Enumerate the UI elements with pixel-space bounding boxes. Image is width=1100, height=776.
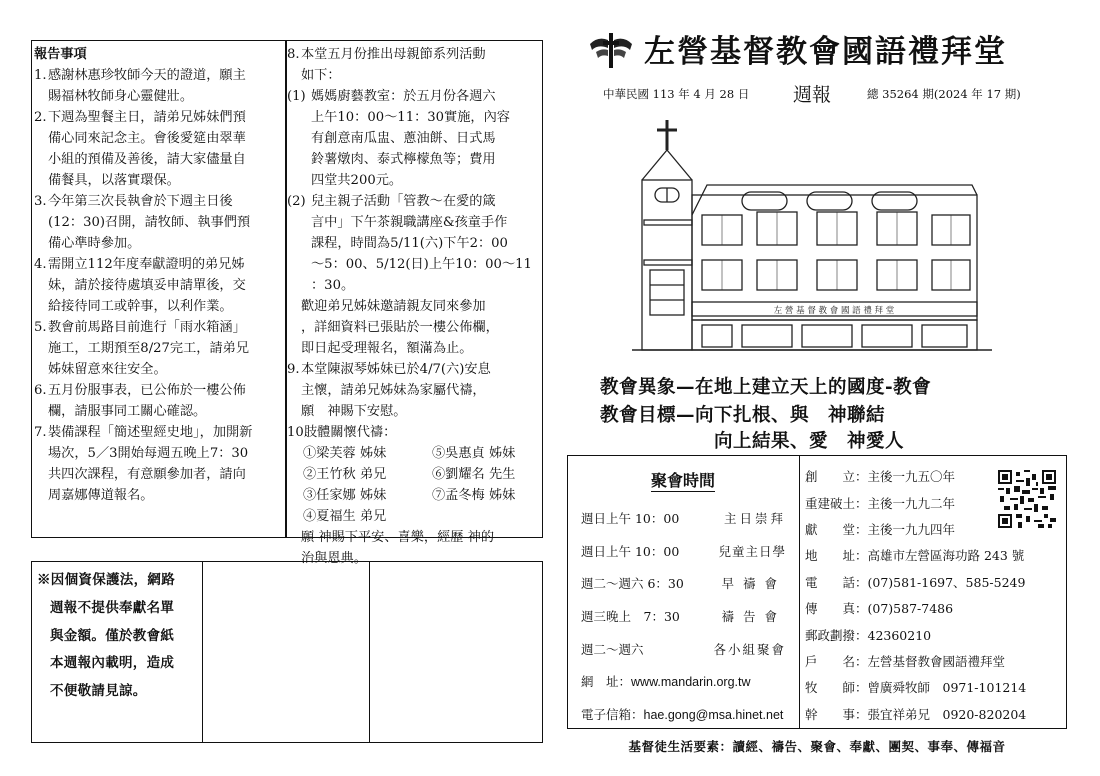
announcement-item-10: 10. 肢體關懷代禱： ①梁芙蓉 姊妹 ⑤吳惠貞 姊妹 ②王竹秋 弟兄 ⑥劉耀名 先生 ③任家娜 姊妹 ⑦孟冬梅 姊妹 ④夏福生 弟兄 願 神賜下平安、喜樂，經歷 神的 治與恩典。 [287,422,541,569]
schedule-row: 週二～週六 6：30 早禱會 [581,576,786,591]
church-vision-slogan: 教會異象—在地上建立天上的國度-教會 [600,377,932,398]
info-account-name: 戶 名：左營基督教會國語禮拜堂 [805,654,1006,669]
prayer-row: ③任家娜 姊妹 ⑦孟冬梅 姊妹 [303,488,516,503]
website-row: 網 址：www.mandarin.org.tw [581,674,751,689]
info-divider [799,455,800,729]
announcement-item-7: 7. 裝備課程「簡述聖經史地」，加開新 場次，5／3開始每週五晚上7：30 共四次課程，有意願參加者，請向 周嘉娜傳道報名。 [34,425,253,503]
announcement-item-6: 6. 五月份服事表，已公佈於一樓公佈 欄，請服事同工關心確認。 [34,383,246,419]
announcement-item-5: 5. 教會前馬路目前進行「雨水箱涵」 施工，工期預至8/27完工，請弟兄 姊妹留意來往安全。 [34,320,250,377]
prayer-row: ②王竹秋 弟兄 ⑥劉耀名 先生 [303,467,516,482]
church-logo-icon [588,30,634,70]
qr-code-icon[interactable] [998,470,1056,528]
prayer-row: ④夏福生 弟兄 [303,509,387,524]
info-dedication: 獻 堂：主後一九九四年 [805,522,956,537]
announcement-item-8-sub-2: (2) 兒主親子活動「管教～在愛的箴 言中」下午茶親職講座&孩童手作 課程，時間為5/11(六)下午2：00 ～5：00、5/12(日)上午10：00～11 ：30。 [287,194,532,293]
notice-divider [369,562,370,742]
info-fax: 傳 真：(07)587-7486 [805,601,954,616]
email-link[interactable]: hae.gong@msa.hinet.net [643,708,784,722]
announcement-item-1: 1. 感謝林惠珍牧師今天的證道，願主 賜福林牧師身心靈健壯。 [34,68,246,104]
privacy-notice-text: ※因個資保護法，網路 週報不提供奉獻名單 與金額。僅於教會紙 本週報內載明，造成 不便敬請見諒。 [37,572,175,700]
info-address: 地 址：高雄市左營區海功路 243 號 [805,548,1025,563]
schedule-row: 週二～週六 各小組聚會 [581,642,786,657]
info-rebuild: 重建破土：主後一九九二年 [805,496,956,511]
church-building-illustration [632,120,992,355]
notice-divider [202,562,203,742]
bulletin-issue-number: 總 35264 期(2024 年 17 期) [867,87,1021,101]
bulletin-meta [603,80,1053,104]
schedule-row: 週三晚上 7：30 禱告會 [581,609,786,624]
announcement-item-2: 2. 下週為聖餐主日，請弟兄姊妹們預 備心同來記念主。會後愛筵由翠華 小組的預備及善後，請大家儘量自 備餐具，以落實環保。 [34,110,246,188]
email-row: 電子信箱：hae.gong@msa.hinet.net [581,707,784,722]
church-name-title: 左營基督教會國語禮拜堂 [644,34,1007,70]
website-link[interactable]: www.mandarin.org.tw [631,675,751,689]
info-phone: 電 話：(07)581-1697、585-5249 [805,575,1026,590]
christian-life-essentials: 基督徒生活要素：讀經、禱告、聚會、奉獻、團契、事奉、傳福音 [628,739,1006,754]
announcement-item-8-extra: 歡迎弟兄姊妹邀請親友同來參加 ，詳細資料已張貼於一樓公佈欄， 即日起受理報名，額滿為止。 [301,299,499,356]
announcements-heading: 報告事項 [34,47,87,62]
bulletin-label: 週報 [793,84,832,106]
announcement-item-3: 3. 今年第三次長執會於下週主日後 (12：30)召開，請牧師、執事們預 備心準時參加。 [34,194,251,251]
info-postal-account: 郵政劃撥：42360210 [805,628,932,643]
announcements-left-column [34,44,282,506]
church-goal-slogan-2: 向上結果、愛 神愛人 [714,431,905,452]
info-secretary: 幹 事：張宜祥弟兄 0920-820204 [805,707,1027,722]
announcement-item-8: 8. 本堂五月份推出母親節系列活動 如下： [287,47,486,83]
announcement-item-9: 9. 本堂陳淑琴姊妹已於4/7(六)安息 主懷，請弟兄姊妹為家屬代禱， 願 神賜下安慰。 [287,362,491,419]
info-founded: 創 立：主後一九五〇年 [805,469,956,484]
church-goal-slogan-1: 教會目標—向下扎根、與 神聯結 [600,405,886,426]
bulletin-date: 中華民國 113 年 4 月 28 日 [603,87,750,101]
info-pastor: 牧 師：曾廣舜牧師 0971-101214 [805,680,1027,695]
announcement-item-4: 4. 需開立112年度奉獻證明的弟兄姊 妹，請於接待處填妥申請單後，交 給接待同工或幹事，以利作業。 [34,257,246,314]
schedule-row: 週日上午 10：00 主日崇拜 [581,511,786,526]
building-sign: 左 營 基 督 教 會 國 語 禮 拜 堂 [773,306,895,316]
schedule-title: 聚會時間 [650,471,715,490]
announcements-right-column [287,44,541,569]
prayer-row: ①梁芙蓉 姊妹 ⑤吳惠貞 姊妹 [303,446,516,461]
announcement-item-8-sub-1: (1) 媽媽廚藝教室：於五月份各週六 上午10：00～11：30實施，內容 有創意南瓜盅、蔥油餅、日式馬 鈴薯燉肉、泰式檸檬魚等；費用 四堂共200元。 [287,89,510,188]
schedule-row: 週日上午 10：00 兒童主日學 [581,544,786,559]
